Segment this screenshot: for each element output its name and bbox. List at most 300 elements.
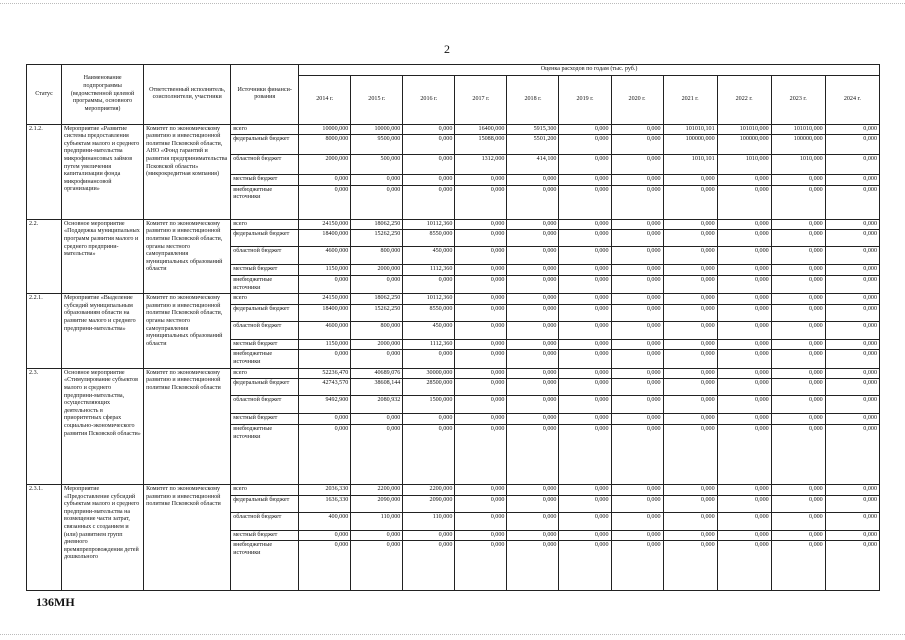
value-cell: 0,000 [717,294,771,305]
value-cell: 0,000 [663,368,717,379]
value-cell: 0,000 [663,219,717,230]
value-cell: 0,000 [717,230,771,247]
value-cell: 0,000 [455,247,507,265]
header-year: 2021 г. [663,75,717,124]
header-status: Статус [27,65,62,125]
header-year: 2020 г. [611,75,663,124]
scan-edge-top [0,3,905,5]
value-cell: 0,000 [559,155,611,175]
table-body [27,124,880,591]
value-cell: 2200,000 [403,484,455,495]
value-cell: 0,000 [611,379,663,396]
value-cell: 0,000 [771,424,825,484]
value-cell: 10112,360 [403,219,455,230]
source-cell: областной бюджет [231,321,299,339]
source-cell: федеральный бюджет [231,230,299,247]
value-cell: 0,000 [455,379,507,396]
value-cell: 0,000 [717,396,771,414]
value-cell: 0,000 [507,530,559,541]
value-cell: 0,000 [825,304,879,321]
source-cell: внебюджетные источники [231,276,299,294]
value-cell: 0,000 [663,321,717,339]
value-cell: 0,000 [825,219,879,230]
value-cell: 0,000 [663,512,717,530]
value-cell: 1636,330 [299,495,351,512]
source-cell: местный бюджет [231,339,299,350]
value-cell: 0,000 [611,396,663,414]
value-cell: 110,000 [403,512,455,530]
value-cell: 0,000 [825,379,879,396]
value-cell: 0,000 [507,495,559,512]
name-cell: Мероприятие «Предоставление субсидий субъектам малого и среднего предприни-мательства на возмещение части затрат, связанных с созданием и (или) развитием групп дневного времяпрепровождения детей дошкольного [62,484,144,590]
value-cell: 0,000 [507,304,559,321]
value-cell: 101010,000 [771,124,825,135]
value-cell: 0,000 [559,350,611,368]
value-cell: 0,000 [507,230,559,247]
header-year: 2017 г. [455,75,507,124]
value-cell: 0,000 [351,414,403,425]
value-cell: 0,000 [507,175,559,186]
value-cell: 0,000 [663,484,717,495]
value-cell: 0,000 [351,175,403,186]
value-cell: 0,000 [403,350,455,368]
source-cell: федеральный бюджет [231,379,299,396]
table-row [27,368,880,379]
value-cell: 0,000 [559,304,611,321]
value-cell: 0,000 [455,484,507,495]
value-cell: 0,000 [717,265,771,276]
value-cell: 1500,000 [403,396,455,414]
value-cell: 0,000 [455,424,507,484]
source-cell: местный бюджет [231,175,299,186]
value-cell: 0,000 [403,155,455,175]
value-cell: 0,000 [507,424,559,484]
value-cell: 100000,000 [663,135,717,155]
value-cell: 42743,570 [299,379,351,396]
table-row [27,484,880,495]
value-cell: 0,000 [559,424,611,484]
value-cell: 40689,076 [351,368,403,379]
header-name: Наименование подпрограммы (ведомственной целевой программы, основного мероприятия) [62,65,144,125]
header-year: 2016 г. [403,75,455,124]
value-cell: 0,000 [825,276,879,294]
value-cell: 0,000 [717,368,771,379]
value-cell: 0,000 [455,276,507,294]
value-cell: 0,000 [771,175,825,186]
value-cell: 0,000 [611,230,663,247]
value-cell: 0,000 [771,276,825,294]
value-cell: 0,000 [825,484,879,495]
value-cell: 0,000 [611,155,663,175]
source-cell: всего [231,124,299,135]
status-cell: 2.2.1. [27,294,62,368]
value-cell: 0,000 [507,321,559,339]
value-cell: 0,000 [663,175,717,186]
table-row [27,294,880,305]
value-cell: 0,000 [351,530,403,541]
value-cell: 0,000 [611,424,663,484]
value-cell: 0,000 [403,135,455,155]
value-cell: 0,000 [825,512,879,530]
value-cell: 0,000 [663,495,717,512]
value-cell: 0,000 [771,495,825,512]
value-cell: 0,000 [559,530,611,541]
value-cell: 0,000 [559,396,611,414]
value-cell: 400,000 [299,512,351,530]
status-cell: 2.2. [27,219,62,293]
responsible-cell: Комитет по экономическому развитию и инвестиционной политике Псковской области, органы местного самоуправления муниципальных образований области [144,294,231,368]
value-cell: 500,000 [351,155,403,175]
value-cell: 0,000 [299,414,351,425]
value-cell: 0,000 [559,414,611,425]
value-cell: 2080,932 [351,396,403,414]
value-cell: 0,000 [717,350,771,368]
value-cell: 0,000 [403,276,455,294]
value-cell: 8550,000 [403,230,455,247]
value-cell: 0,000 [403,530,455,541]
value-cell: 8550,000 [403,304,455,321]
value-cell: 0,000 [825,339,879,350]
value-cell: 0,000 [559,379,611,396]
value-cell: 0,000 [611,175,663,186]
value-cell: 0,000 [771,541,825,591]
value-cell: 0,000 [825,424,879,484]
value-cell: 2000,000 [351,339,403,350]
value-cell: 0,000 [507,247,559,265]
value-cell: 4600,000 [299,321,351,339]
value-cell: 0,000 [771,396,825,414]
value-cell: 0,000 [299,350,351,368]
value-cell: 0,000 [559,484,611,495]
value-cell: 0,000 [403,175,455,186]
value-cell: 2090,000 [351,495,403,512]
source-cell: местный бюджет [231,265,299,276]
source-cell: местный бюджет [231,530,299,541]
value-cell: 0,000 [771,265,825,276]
value-cell: 0,000 [663,414,717,425]
value-cell: 0,000 [663,185,717,219]
value-cell: 101010,101 [663,124,717,135]
value-cell: 2036,330 [299,484,351,495]
value-cell: 0,000 [825,185,879,219]
name-cell: Мероприятие «Выделение субсидий муниципальным образованиям области на развитие малого и среднего предприни-мательства» [62,294,144,368]
value-cell: 0,000 [507,276,559,294]
value-cell: 0,000 [299,424,351,484]
source-cell: областной бюджет [231,396,299,414]
value-cell: 0,000 [611,265,663,276]
value-cell: 0,000 [825,321,879,339]
value-cell: 1112,360 [403,265,455,276]
value-cell: 0,000 [717,484,771,495]
value-cell: 0,000 [351,541,403,591]
value-cell: 0,000 [663,339,717,350]
value-cell: 0,000 [351,185,403,219]
value-cell: 0,000 [455,175,507,186]
value-cell: 0,000 [771,512,825,530]
value-cell: 28500,000 [403,379,455,396]
value-cell: 0,000 [717,304,771,321]
value-cell: 10000,000 [299,124,351,135]
value-cell: 0,000 [611,185,663,219]
value-cell: 0,000 [825,414,879,425]
value-cell: 0,000 [717,530,771,541]
value-cell: 0,000 [825,247,879,265]
value-cell: 0,000 [455,321,507,339]
value-cell: 0,000 [611,247,663,265]
value-cell: 1112,360 [403,339,455,350]
value-cell: 0,000 [611,512,663,530]
value-cell: 0,000 [559,512,611,530]
value-cell: 0,000 [455,294,507,305]
value-cell: 0,000 [717,219,771,230]
value-cell: 0,000 [559,321,611,339]
scan-edge-bottom [0,634,905,636]
value-cell: 0,000 [507,368,559,379]
value-cell: 0,000 [299,541,351,591]
source-cell: областной бюджет [231,155,299,175]
value-cell: 0,000 [611,304,663,321]
value-cell: 110,000 [351,512,403,530]
header-year: 2024 г. [825,75,879,124]
value-cell: 0,000 [507,294,559,305]
value-cell: 1010,000 [717,155,771,175]
value-cell: 1010,101 [663,155,717,175]
value-cell: 0,000 [611,350,663,368]
value-cell: 18062,250 [351,219,403,230]
responsible-cell: Комитет по экономическому развитию и инвестиционной политике Псковской области, органы местного самоуправления муниципальных образований области [144,219,231,293]
value-cell: 100000,000 [771,135,825,155]
value-cell: 0,000 [611,530,663,541]
value-cell: 0,000 [611,135,663,155]
source-cell: внебюджетные источники [231,424,299,484]
value-cell: 0,000 [351,350,403,368]
source-cell: всего [231,294,299,305]
value-cell: 0,000 [351,276,403,294]
value-cell: 0,000 [299,175,351,186]
value-cell: 52236,470 [299,368,351,379]
value-cell: 0,000 [611,339,663,350]
value-cell: 0,000 [825,396,879,414]
value-cell: 0,000 [663,379,717,396]
value-cell: 450,000 [403,247,455,265]
value-cell: 0,000 [717,185,771,219]
value-cell: 0,000 [455,541,507,591]
value-cell: 0,000 [455,495,507,512]
value-cell: 0,000 [825,530,879,541]
value-cell: 24150,000 [299,294,351,305]
value-cell: 0,000 [825,265,879,276]
value-cell: 1312,000 [455,155,507,175]
header-year: 2022 г. [717,75,771,124]
header-year: 2019 г. [559,75,611,124]
value-cell: 0,000 [771,247,825,265]
value-cell: 9492,900 [299,396,351,414]
value-cell: 0,000 [611,495,663,512]
value-cell: 0,000 [771,368,825,379]
status-cell: 2.3.1. [27,484,62,590]
value-cell: 0,000 [403,185,455,219]
value-cell: 100000,000 [717,135,771,155]
value-cell: 0,000 [825,230,879,247]
value-cell: 0,000 [771,339,825,350]
value-cell: 10000,000 [351,124,403,135]
value-cell: 0,000 [825,368,879,379]
header-year: 2018 г. [507,75,559,124]
source-cell: федеральный бюджет [231,495,299,512]
value-cell: 38608,144 [351,379,403,396]
value-cell: 0,000 [717,175,771,186]
value-cell: 1150,000 [299,339,351,350]
value-cell: 2000,000 [351,265,403,276]
source-cell: всего [231,219,299,230]
value-cell: 0,000 [771,185,825,219]
value-cell: 0,000 [717,424,771,484]
value-cell: 0,000 [507,379,559,396]
value-cell: 4600,000 [299,247,351,265]
value-cell: 0,000 [455,339,507,350]
status-cell: 2.1.2. [27,124,62,219]
status-cell: 2.3. [27,368,62,484]
value-cell: 0,000 [611,276,663,294]
value-cell: 0,000 [825,294,879,305]
value-cell: 0,000 [351,424,403,484]
value-cell: 0,000 [717,541,771,591]
value-cell: 0,000 [663,396,717,414]
value-cell: 15088,000 [455,135,507,155]
responsible-cell: Комитет по экономическому развитию и инвестиционной политике Псковской области [144,484,231,590]
document-code: 136МН [36,595,75,609]
header-year: 2023 г. [771,75,825,124]
value-cell: 0,000 [559,185,611,219]
value-cell: 0,000 [507,512,559,530]
value-cell: 0,000 [717,379,771,396]
value-cell: 0,000 [717,512,771,530]
value-cell: 414,100 [507,155,559,175]
value-cell: 0,000 [663,294,717,305]
value-cell: 0,000 [507,339,559,350]
source-cell: всего [231,484,299,495]
value-cell: 18062,250 [351,294,403,305]
value-cell: 1010,000 [771,155,825,175]
value-cell: 0,000 [455,512,507,530]
table-row [27,219,880,230]
value-cell: 0,000 [455,230,507,247]
header-row-1 [27,65,880,76]
page-number: 2 [444,42,450,56]
value-cell: 5501,200 [507,135,559,155]
value-cell: 0,000 [611,414,663,425]
value-cell: 0,000 [771,530,825,541]
value-cell: 0,000 [455,350,507,368]
value-cell: 0,000 [663,276,717,294]
value-cell: 0,000 [559,230,611,247]
value-cell: 0,000 [611,219,663,230]
source-cell: федеральный бюджет [231,135,299,155]
value-cell: 0,000 [559,339,611,350]
value-cell: 24150,000 [299,219,351,230]
value-cell: 0,000 [455,185,507,219]
value-cell: 0,000 [559,368,611,379]
value-cell: 0,000 [717,495,771,512]
value-cell: 0,000 [299,276,351,294]
value-cell: 0,000 [403,414,455,425]
value-cell: 0,000 [825,495,879,512]
value-cell: 0,000 [559,495,611,512]
value-cell: 800,000 [351,247,403,265]
header-estimate: Оценка расходов по годам (тыс. руб.) [299,65,880,76]
value-cell: 0,000 [559,265,611,276]
source-cell: внебюджетные источники [231,541,299,591]
value-cell: 0,000 [611,124,663,135]
header-year: 2015 г. [351,75,403,124]
value-cell: 1150,000 [299,265,351,276]
value-cell: 0,000 [717,414,771,425]
source-cell: внебюджетные источники [231,350,299,368]
value-cell: 0,000 [611,368,663,379]
source-cell: местный бюджет [231,414,299,425]
header-year: 2014 г. [299,75,351,124]
name-cell: Основное мероприятие «Стимулирование субъектов малого и среднего предприни-мательства, осуществляющих деятельность в приоритетных сферах социально-экономического развития Псковской области» [62,368,144,484]
value-cell: 0,000 [507,265,559,276]
value-cell: 0,000 [611,294,663,305]
header-responsible: Ответственный исполнитель, соисполнители, участники [144,65,231,125]
value-cell: 0,000 [663,265,717,276]
value-cell: 0,000 [717,321,771,339]
value-cell: 0,000 [663,530,717,541]
value-cell: 0,000 [825,124,879,135]
value-cell: 8000,000 [299,135,351,155]
value-cell: 0,000 [663,424,717,484]
value-cell: 0,000 [611,541,663,591]
value-cell: 15262,250 [351,304,403,321]
value-cell: 0,000 [771,219,825,230]
source-cell: внебюджетные источники [231,185,299,219]
value-cell: 0,000 [825,175,879,186]
value-cell: 0,000 [507,396,559,414]
value-cell: 0,000 [507,414,559,425]
value-cell: 18400,000 [299,304,351,321]
value-cell: 0,000 [611,484,663,495]
value-cell: 0,000 [559,541,611,591]
value-cell: 15262,250 [351,230,403,247]
source-cell: всего [231,368,299,379]
value-cell: 800,000 [351,321,403,339]
value-cell: 0,000 [717,339,771,350]
value-cell: 0,000 [663,247,717,265]
value-cell: 18400,000 [299,230,351,247]
value-cell: 0,000 [771,230,825,247]
value-cell: 101010,000 [717,124,771,135]
value-cell: 0,000 [455,414,507,425]
value-cell: 0,000 [559,219,611,230]
value-cell: 0,000 [507,350,559,368]
value-cell: 0,000 [771,350,825,368]
value-cell: 0,000 [663,541,717,591]
value-cell: 0,000 [825,350,879,368]
source-cell: областной бюджет [231,247,299,265]
value-cell: 0,000 [455,396,507,414]
value-cell: 5915,300 [507,124,559,135]
value-cell: 0,000 [559,124,611,135]
value-cell: 0,000 [611,321,663,339]
value-cell: 0,000 [771,484,825,495]
value-cell: 16400,000 [455,124,507,135]
value-cell: 0,000 [455,265,507,276]
value-cell: 0,000 [455,304,507,321]
value-cell: 0,000 [403,124,455,135]
value-cell: 0,000 [507,484,559,495]
value-cell: 0,000 [455,219,507,230]
